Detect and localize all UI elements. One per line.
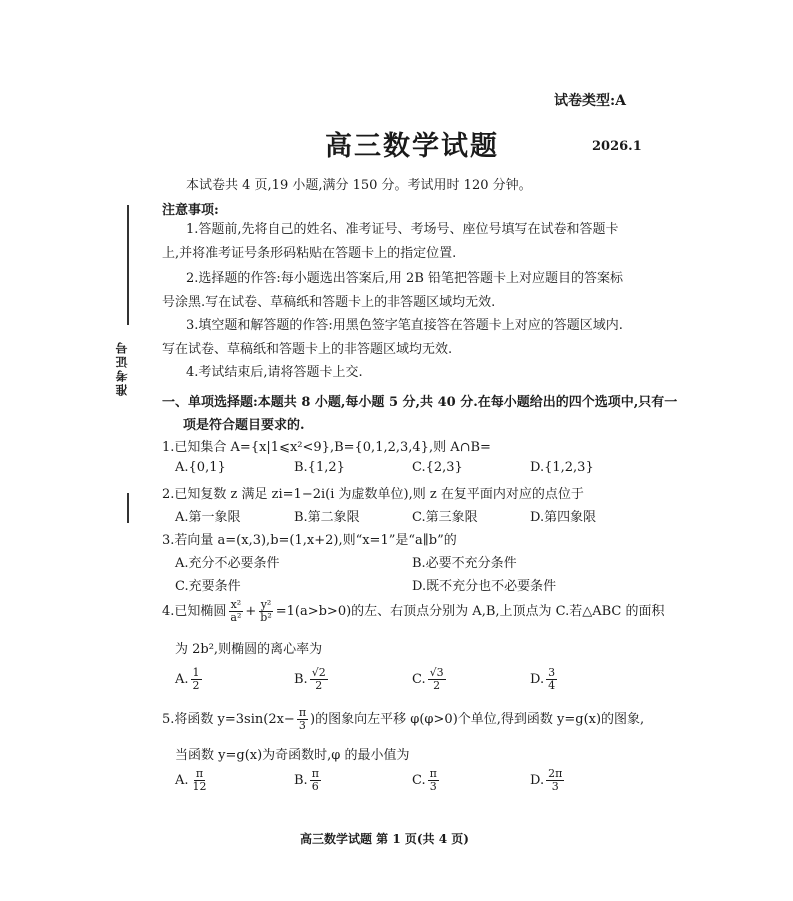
question-5-option-a [175,768,211,793]
fraction-numerator: π [195,767,204,780]
fraction-denominator: 3 [551,780,559,793]
fraction-numerator: π [311,767,319,780]
question-5-option-b [294,768,323,793]
fraction-numerator: π [298,706,307,719]
fraction-denominator: b² [260,611,272,624]
fraction-x2-over-a2 [228,599,243,624]
question-4-stem [162,598,665,626]
note-2: 2.选择题的作答:每小题选出答案后,用 2B 铅笔把答题卡上对应题目的答案标号涂黑.写在试卷、草稿纸和答题卡上的非答题区域均无效. [162,271,624,310]
binding-line-top [127,205,129,325]
question-5-option-d [530,768,566,793]
binding-line-bottom [127,493,129,523]
option-letter: D. [530,672,545,687]
fraction-denominator: 2 [315,679,323,692]
fraction-denominator: 2 [433,679,441,692]
option-letter: C. [412,672,426,687]
fraction-denominator: 3 [298,719,306,732]
option-fraction [310,768,321,793]
option-letter: B. [294,773,308,788]
section-heading-line2: 项是符合题目要求的. [183,418,305,433]
question-1-option-a: A.{0,1} [175,460,226,475]
question-1-stem: 1.已知集合 A={x|1⩽x²<9},B={0,1,2,3,4},则 A∩B= [162,440,491,455]
fraction-pi-over-3 [297,707,308,732]
question-1-option-c: C.{2,3} [412,460,463,475]
question-3-option-a: A.充分不必要条件 [175,556,280,571]
option-fraction [428,768,439,793]
exam-intro: 本试卷共 4 页,19 小题,满分 150 分。考试用时 120 分钟。 [186,178,532,193]
fraction-numerator: 3 [548,666,556,679]
question-3-option-b: B.必要不充分条件 [412,556,517,571]
question-3-option-d: D.既不充分也不必要条件 [412,579,557,594]
candidate-number-label: 准考证号 [115,340,129,396]
option-fraction [191,768,209,793]
question-2-option-a: A.第一象限 [175,510,241,525]
question-5-stem [162,706,644,734]
option-letter: C. [412,773,426,788]
question-2-stem: 2.已知复数 z 满足 zi=1−2i(i 为虚数单位),则 z 在复平面内对应的点位于 [162,487,584,502]
option-letter: B. [294,672,308,687]
fraction-numerator: y² [260,598,272,611]
question-1-option-d: D.{1,2,3} [530,460,594,475]
fraction-denominator: 6 [311,780,319,793]
question-5-stem-line2: 当函数 y=g(x)为奇函数时,φ 的最小值为 [175,748,410,763]
fraction-numerator: π [429,767,437,780]
plus-sign: + [245,604,257,619]
question-3-option-c: C.充要条件 [175,579,241,594]
question-4-option-d [530,667,559,692]
question-2-option-d: D.第四象限 [530,510,597,525]
fraction-numerator: x² [230,598,242,611]
question-5-stem-start: 5.将函数 y=3sin(2x− [162,712,295,727]
option-fraction [546,768,564,793]
question-4-stem-rest: =1(a>b>0)的左、右顶点分别为 A,B,上顶点为 C.若△ABC 的面积 [275,604,665,619]
fraction-denominator: 12 [192,780,207,793]
option-letter: A. [175,773,189,788]
question-4-stem-line2: 为 2b²,则椭圆的离心率为 [175,642,323,657]
fraction-numerator: √3 [429,666,444,679]
question-4-stem-start: 4.已知椭圆 [162,604,227,619]
fraction-numerator: 1 [192,666,200,679]
question-2-option-c: C.第三象限 [412,510,478,525]
question-2-option-b: B.第二象限 [294,510,360,525]
question-4-option-b [294,667,330,692]
page-footer: 高三数学试题 第 1 页(共 4 页) [300,832,469,846]
option-fraction [428,667,446,692]
fraction-denominator: 2 [192,679,200,692]
note-4: 4.考试结束后,请将答题卡上交. [186,365,363,380]
paper-type: 试卷类型:A [554,93,627,109]
option-letter: D. [530,773,545,788]
question-4-option-a [175,667,204,692]
fraction-numerator: √2 [311,666,326,679]
fraction-denominator: 4 [548,679,556,692]
page-title: 高三数学试题 [325,131,499,162]
option-fraction [546,667,557,692]
fraction-denominator: a² [230,611,242,624]
note-3: 3.填空题和解答题的作答:用黑色签字笔直接答在答题卡上对应的答题区域内.写在试卷、草稿纸和答题卡上的非答题区域均无效. [162,318,623,357]
question-3-stem: 3.若向量 a=(x,3),b=(1,x+2),则“x=1”是“a∥b”的 [162,533,457,548]
section-heading-line1: 一、单项选择题:本题共 8 小题,每小题 5 分,共 40 分.在每小题给出的四个选项中,只有一 [162,395,678,410]
option-fraction [191,667,202,692]
question-4-option-c [412,667,448,692]
fraction-numerator: 2π [548,767,563,780]
note-1: 1.答题前,先将自己的姓名、准考证号、考场号、座位号填写在试卷和答题卡上,并将准考证号条形码粘贴在答题卡上的指定位置. [162,222,619,261]
fraction-y2-over-b2 [258,599,273,624]
question-5-stem-rest: )的图象向左平移 φ(φ>0)个单位,得到函数 y=g(x)的图象, [310,712,645,727]
notice-heading: 注意事项: [162,203,219,218]
option-fraction [310,667,328,692]
option-letter: A. [175,672,189,687]
question-1-option-b: B.{1,2} [294,460,345,475]
question-5-option-c [412,768,441,793]
exam-date: 2026.1 [592,139,642,154]
fraction-denominator: 3 [429,780,437,793]
